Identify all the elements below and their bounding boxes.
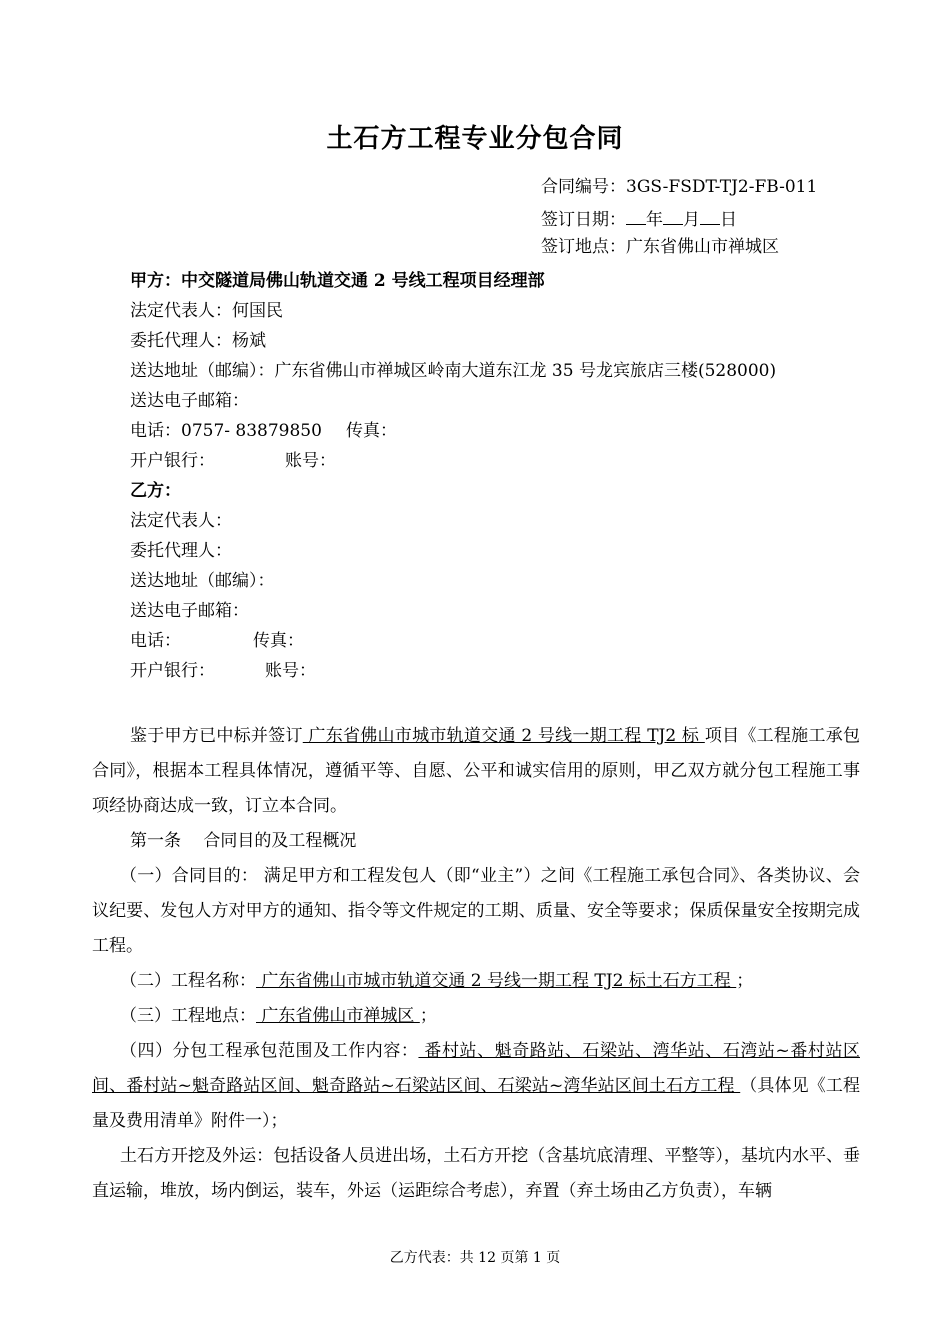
party-b-account: 账号：	[265, 661, 316, 681]
party-b-address: 送达地址（邮编）：	[130, 571, 275, 591]
day-label: 日	[720, 210, 737, 230]
party-a-fax: 传真：	[345, 421, 397, 441]
month-label: 月	[683, 210, 700, 230]
month-blank	[663, 206, 683, 225]
party-a-bank: 开户银行：	[130, 451, 215, 471]
item-3-end: ；	[419, 1006, 437, 1026]
party-b-email: 送达电子邮箱：	[130, 601, 249, 621]
sign-place-line	[541, 236, 779, 258]
item-2-label: （二）工程名称：	[120, 971, 256, 991]
item-4-label: （四）分包工程承包范围及工作内容：	[120, 1041, 419, 1061]
year-label: 年	[646, 210, 663, 230]
intro-paragraph	[92, 719, 860, 824]
sign-date-label: 签订日期：	[541, 210, 626, 230]
year-blank	[626, 206, 646, 225]
item-2-value: 广东省佛山市城市轨道交通 2 号线一期工程 TJ2 标土石方工程	[256, 971, 737, 991]
sign-date-line	[541, 206, 737, 231]
party-a-agent: 委托代理人：杨斌	[130, 331, 266, 351]
item-2-project-name	[92, 964, 860, 999]
item-3-label: （三）工程地点：	[120, 1006, 256, 1026]
party-a-title: 甲方：中交隧道局佛山轨道交通 2 号线工程项目经理部	[130, 271, 545, 291]
party-a-address: 送达地址（邮编）：广东省佛山市禅城区岭南大道东江龙 35 号龙宾旅店三楼(528000)	[130, 361, 777, 381]
page-footer: 乙方代表：共 12 页第 1 页	[389, 1250, 561, 1266]
item-5-excavation: 土石方开挖及外运：包括设备人员进出场，土石方开挖（含基坑底清理、平整等），基坑内水平、垂直运输，堆放，场内倒运，装车，外运（运距综合考虑），弃置（弃土场由乙方负责），车辆	[92, 1146, 860, 1201]
intro-project: 广东省佛山市城市轨道交通 2 号线一期工程 TJ2 标	[302, 726, 705, 746]
party-a-bank-line	[130, 446, 776, 476]
item-4-value: 番村站、魁奇路站、石梁站、湾华站、石湾站~番村站区间、番村站~魁奇路站区间、魁奇路站~石梁站区间、石梁站~湾华站区间土石方工程	[92, 1041, 860, 1096]
item-1-purpose: （一）合同目的： 满足甲方和工程发包人（即“业主”）之间《工程施工承包合同》、各类协议、会议纪要、发包人方对甲方的通知、指令等文件规定的工期、质量、安全等要求；保质保量安全按期完成工程。	[92, 866, 860, 956]
item-2-end: ；	[736, 971, 754, 991]
party-a-legal-rep: 法定代表人：何国民	[130, 301, 283, 321]
article-1-heading: 第一条 合同目的及工程概况	[130, 831, 357, 851]
party-b-agent: 委托代理人：	[130, 541, 232, 561]
party-a-account: 账号：	[285, 451, 336, 471]
party-a-email: 送达电子邮箱：	[130, 391, 249, 411]
item-3-location	[92, 999, 860, 1034]
party-b-phone: 电话：	[130, 631, 181, 651]
sign-place-label: 签订地点：	[541, 237, 626, 257]
contract-number: 3GS-FSDT-TJ2-FB-011	[626, 177, 818, 197]
party-b-fax: 传真：	[253, 631, 304, 651]
party-b-bank: 开户银行：	[130, 661, 215, 681]
parties-block	[130, 266, 776, 686]
intro-post: 项目《工程施工承包合同》，根据本工程具体情况，遵循平等、自愿、公平和诚实信用的原则，甲乙双方就分包工程施工事项经协商达成一致，订立本合同。	[92, 726, 861, 816]
contract-body	[92, 719, 860, 1209]
contract-number-line	[541, 176, 817, 198]
item-4-scope	[92, 1034, 860, 1139]
item-4-end: （具体见《工程量及费用清单》附件一）；	[92, 1076, 860, 1131]
contract-number-label: 合同编号：	[541, 177, 626, 197]
document-title: 土石方工程专业分包合同	[326, 124, 624, 154]
intro-pre: 鉴于甲方已中标并签订	[130, 726, 303, 746]
party-b-bank-line	[130, 656, 776, 686]
party-b-legal-rep: 法定代表人：	[130, 511, 232, 531]
party-b-title: 乙方：	[130, 481, 181, 501]
day-blank	[700, 206, 720, 225]
sign-place: 广东省佛山市禅城区	[626, 237, 779, 257]
party-b-contact	[130, 626, 776, 656]
item-3-value: 广东省佛山市禅城区	[256, 1006, 420, 1026]
party-a-phone: 电话：0757- 83879850	[130, 421, 322, 441]
party-a-contact	[130, 416, 776, 446]
